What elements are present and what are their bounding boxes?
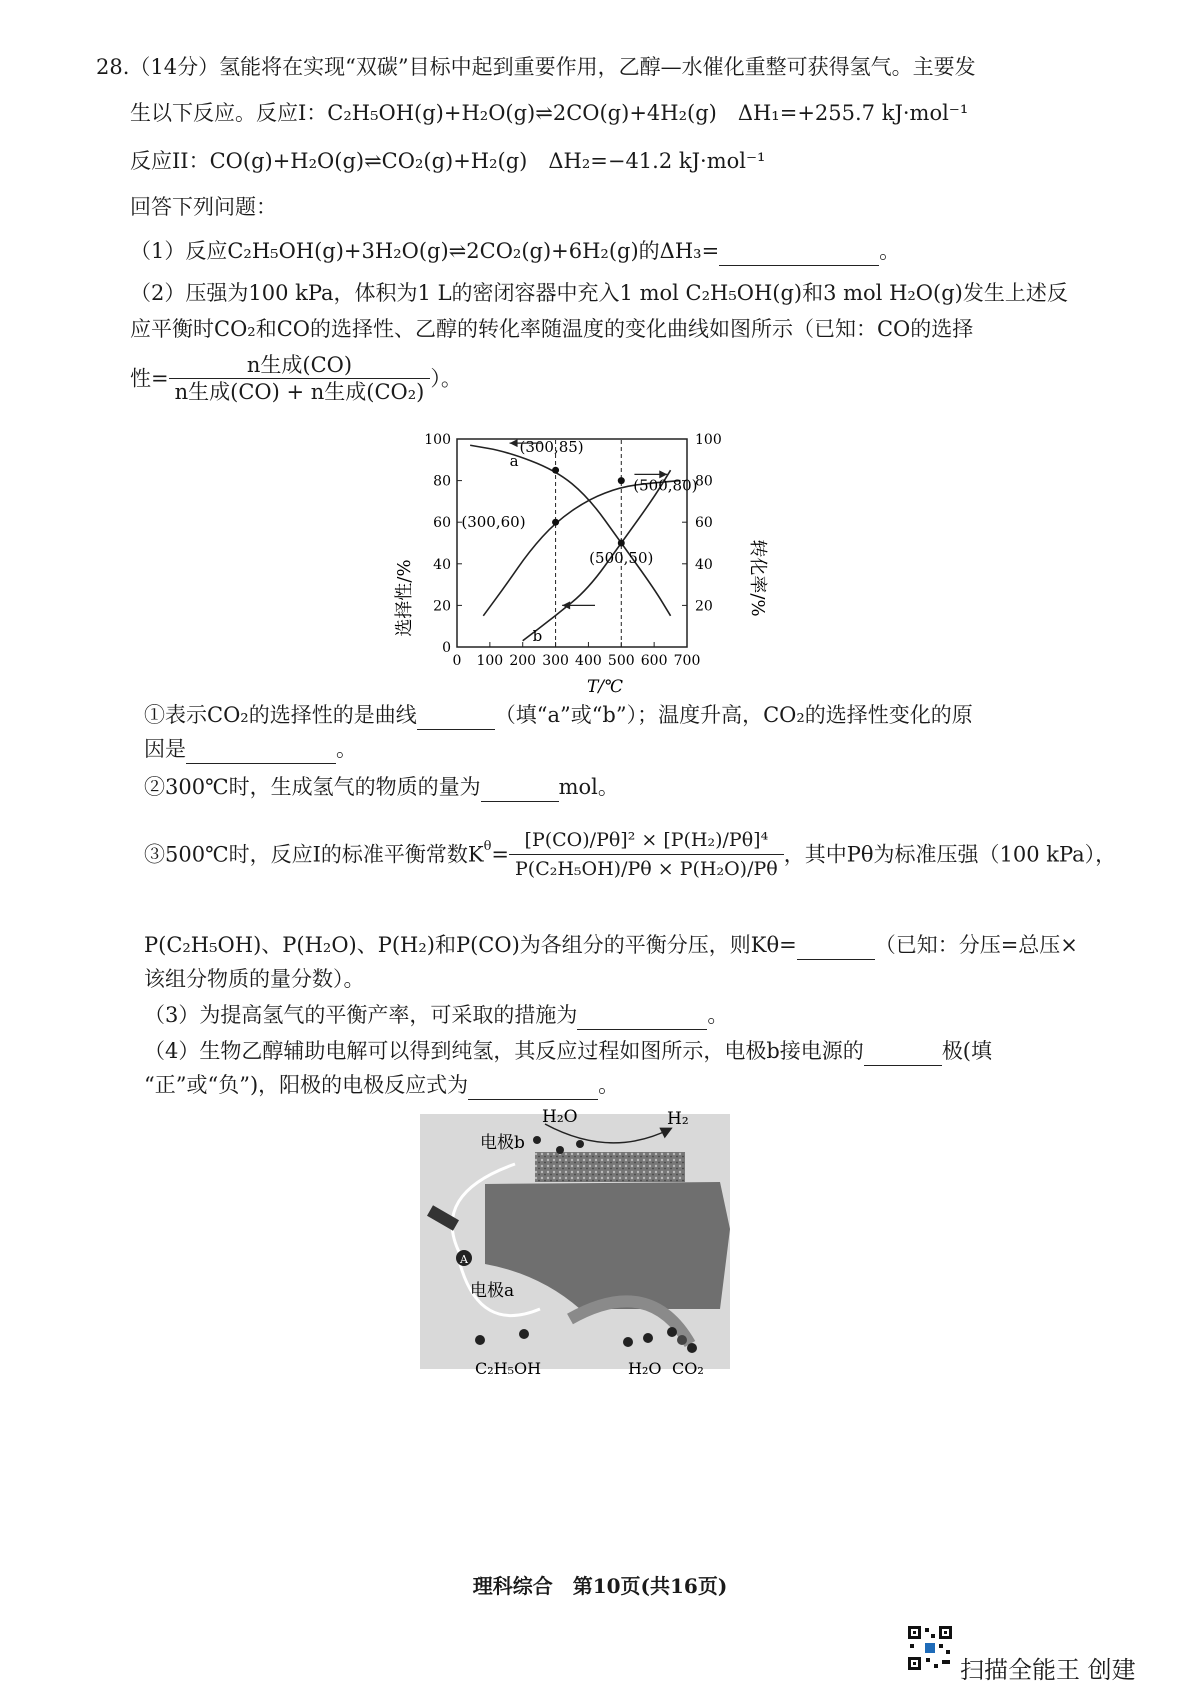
part4-pole-blank[interactable] [864,1041,942,1066]
x-axis-label: T/℃ [586,677,624,697]
question-number: 28. [96,55,130,79]
annotation-point [552,467,559,474]
water-molecule-icon [643,1333,653,1343]
part3-measure-blank[interactable] [577,1005,707,1030]
electrolysis-figure [420,1104,740,1384]
x-tick-label: 600 [640,653,668,669]
part4-line-1 [144,1036,992,1066]
part2-line-2 [130,314,973,344]
co2-label: CO₂ [672,1359,704,1378]
electrode-b-label: 电极b [480,1133,525,1153]
part1-text: （1）反应C₂H₅OH(g)+3H₂O(g)⇌2CO₂(g)+6H₂(g)的ΔH₃= [130,239,720,263]
sub3-text-b: ，其中Pθ为标准压强（100 kPa）， [783,842,1117,867]
annotation-label: (300,60) [461,513,526,532]
part3-text-b: 。 [707,1003,729,1027]
sub1-line-2 [144,734,357,764]
part3-line [144,1000,728,1030]
annotation-point [552,519,559,526]
sub3-line-2 [144,930,1078,960]
y-tick-label-right: 100 [695,432,722,448]
ethanol-molecule-icon [519,1329,529,1339]
part4-anode-blank[interactable] [468,1075,598,1100]
electrode-b-block [535,1152,685,1182]
sub1-reason-blank[interactable] [186,739,336,764]
answer-prompt [130,192,277,222]
part4-text-d: 。 [598,1073,620,1097]
x-tick-label: 500 [607,653,635,669]
sub3-text-d: （已知：分压=总压× [874,933,1078,957]
annotation-point [618,540,625,547]
x-tick-label: 300 [542,653,569,669]
y-tick-label-right: 60 [695,515,713,532]
sub3-text-c: P(C₂H₅OH)、P(H₂O)、P(H₂)和P(CO)为各组分的平衡分压，则Kθ= [144,933,797,957]
sub3-text-e: 该组分物质的量分数）。 [144,967,365,991]
sub2-text-b: mol。 [558,775,619,799]
part4-text-c: “正”或“负”)，阳极的电极反应式为 [144,1073,469,1097]
sub1-curve-blank[interactable] [417,705,495,730]
sub1-line-1 [144,700,973,730]
y-tick-label-left: 0 [442,640,451,656]
x-tick-label: 400 [575,653,602,669]
sub1-text-b: （填“a”或“b”）；温度升高，CO₂的选择性变化的原 [494,703,973,727]
reaction-2-line [130,146,765,176]
k-theta-superscript: θ [483,839,492,854]
x-tick-label: 700 [673,653,701,669]
y-axis-label-right: 转化率/% [747,539,768,617]
part2-text1: （2）压强为100 kPa，体积为1 L的密闭容器中充入1 mol C₂H₅OH(g)和3 mol H₂O(g)发生上述反 [130,281,1068,305]
h2o-top-label: H₂O [542,1107,578,1127]
y-tick-label-left: 40 [433,556,451,573]
plot-frame [457,439,687,647]
water-molecule-icon [533,1136,541,1144]
direction-arrowhead [562,601,570,609]
y-axis-label-left: 选择性/% [394,559,415,637]
x-tick-label: 100 [476,653,504,669]
y-tick-label-left: 60 [433,515,451,532]
y-tick-label-right: 40 [695,556,713,573]
y-tick-label-right: 20 [695,598,713,615]
annotation-label: (300,85) [519,438,584,457]
question-points: （14分） [129,55,220,79]
sub3-text-a: ③500℃时，反应I的标准平衡常数K [144,842,484,867]
direction-arrowhead [510,439,518,447]
selectivity-fraction [169,352,431,405]
h2-top-label: H₂ [667,1109,689,1129]
k-numerator: [P(CO)/Pθ]² × [P(H₂)/Pθ]⁴ [509,826,784,855]
water-molecule-icon [576,1140,584,1148]
page-footer: 理科综合 第10页(共16页) [472,1574,728,1598]
part4-text-a: （4）生物乙醇辅助电解可以得到纯氢，其反应过程如图所示，电极b接电源的 [144,1039,864,1063]
k-equals: = [491,842,509,867]
annotation-label: (500,80) [633,476,698,495]
co2-molecule-icon [667,1327,677,1337]
selectivity-formula [130,352,462,405]
reaction-1: 生以下反应。反应I：C₂H₅OH(g)+H₂O(g)⇌2CO(g)+4H₂(g) ΔH₁=+255.7 kJ·mol⁻¹ [130,101,969,125]
ethanol-label: C₂H₅OH [475,1359,542,1378]
sub3-line-1 [144,826,1116,883]
sub2-line [144,772,619,802]
series-label-b: b [532,626,543,645]
sub2-text-a: ②300℃时，生成氢气的物质的量为 [144,775,481,799]
y-tick-label-left: 20 [433,598,451,615]
part4-line-2 [144,1070,619,1100]
sub1-text-d: 。 [336,737,357,761]
x-tick-label: 200 [509,653,537,669]
annotation-point [618,477,625,484]
selectivity-suffix: ）。 [430,366,462,391]
selectivity-denominator: n生成(CO) + n生成(CO₂) [174,380,425,404]
part1 [130,236,900,266]
ethanol-molecule-icon [475,1335,485,1345]
part4-text-b: 极(填 [941,1039,993,1063]
y-tick-label-left: 100 [424,432,451,448]
part2-line-1 [130,278,1068,308]
water-molecule-icon [623,1337,633,1347]
sub1-text-a: ①表示CO₂的选择性的是曲线 [144,703,417,727]
annotation-label: (500,50) [589,549,654,567]
selectivity-numerator: n生成(CO) [169,352,431,379]
h2o-bottom-label: H₂O [628,1359,662,1378]
sub3-line-3 [144,964,365,994]
question-line-1 [96,52,976,82]
part1-end: 。 [879,239,901,263]
part3-text-a: （3）为提高氢气的平衡产率，可采取的措施为 [144,1003,578,1027]
scanner-watermark: 扫描全能王 创建 [960,1656,1136,1684]
sub2-h2-blank[interactable] [481,777,559,802]
co2-molecule-icon [677,1335,687,1345]
water-molecule-icon [556,1146,564,1154]
series-label-a: a [509,452,519,471]
part2-text2: 应平衡时CO₂和CO的选择性、乙醇的转化率随温度的变化曲线如图所示（已知：CO的选择 [130,317,974,341]
electrode-a-label: 电极a [470,1281,515,1301]
selectivity-prefix: 性= [130,366,169,391]
question-intro: 氢能将在实现“双碳”目标中起到重要作用，乙醇—水催化重整可获得氢气。主要发 [219,55,976,79]
k-fraction [509,826,784,883]
x-tick-label: 0 [452,653,462,669]
sub1-text-c: 因是 [144,737,186,761]
part1-answer-blank[interactable] [719,241,879,266]
question-line-2 [130,98,968,128]
ammeter-label: A [460,1253,468,1266]
sub3-k-blank[interactable] [797,935,875,960]
y-tick-label-right: 80 [695,473,713,490]
reaction-2: 反应II：CO(g)+H₂O(g)⇌CO₂(g)+H₂(g) ΔH₂=−41.2 kJ·mol⁻¹ [130,149,766,173]
qr-code-icon [906,1624,954,1672]
y-tick-label-left: 80 [433,473,451,490]
k-denominator: P(C₂H₅OH)/Pθ × P(H₂O)/Pθ [515,858,778,880]
co2-molecule-icon [687,1343,697,1353]
answer-prompt-text: 回答下列问题： [130,195,277,219]
selectivity-conversion-chart [390,420,770,700]
